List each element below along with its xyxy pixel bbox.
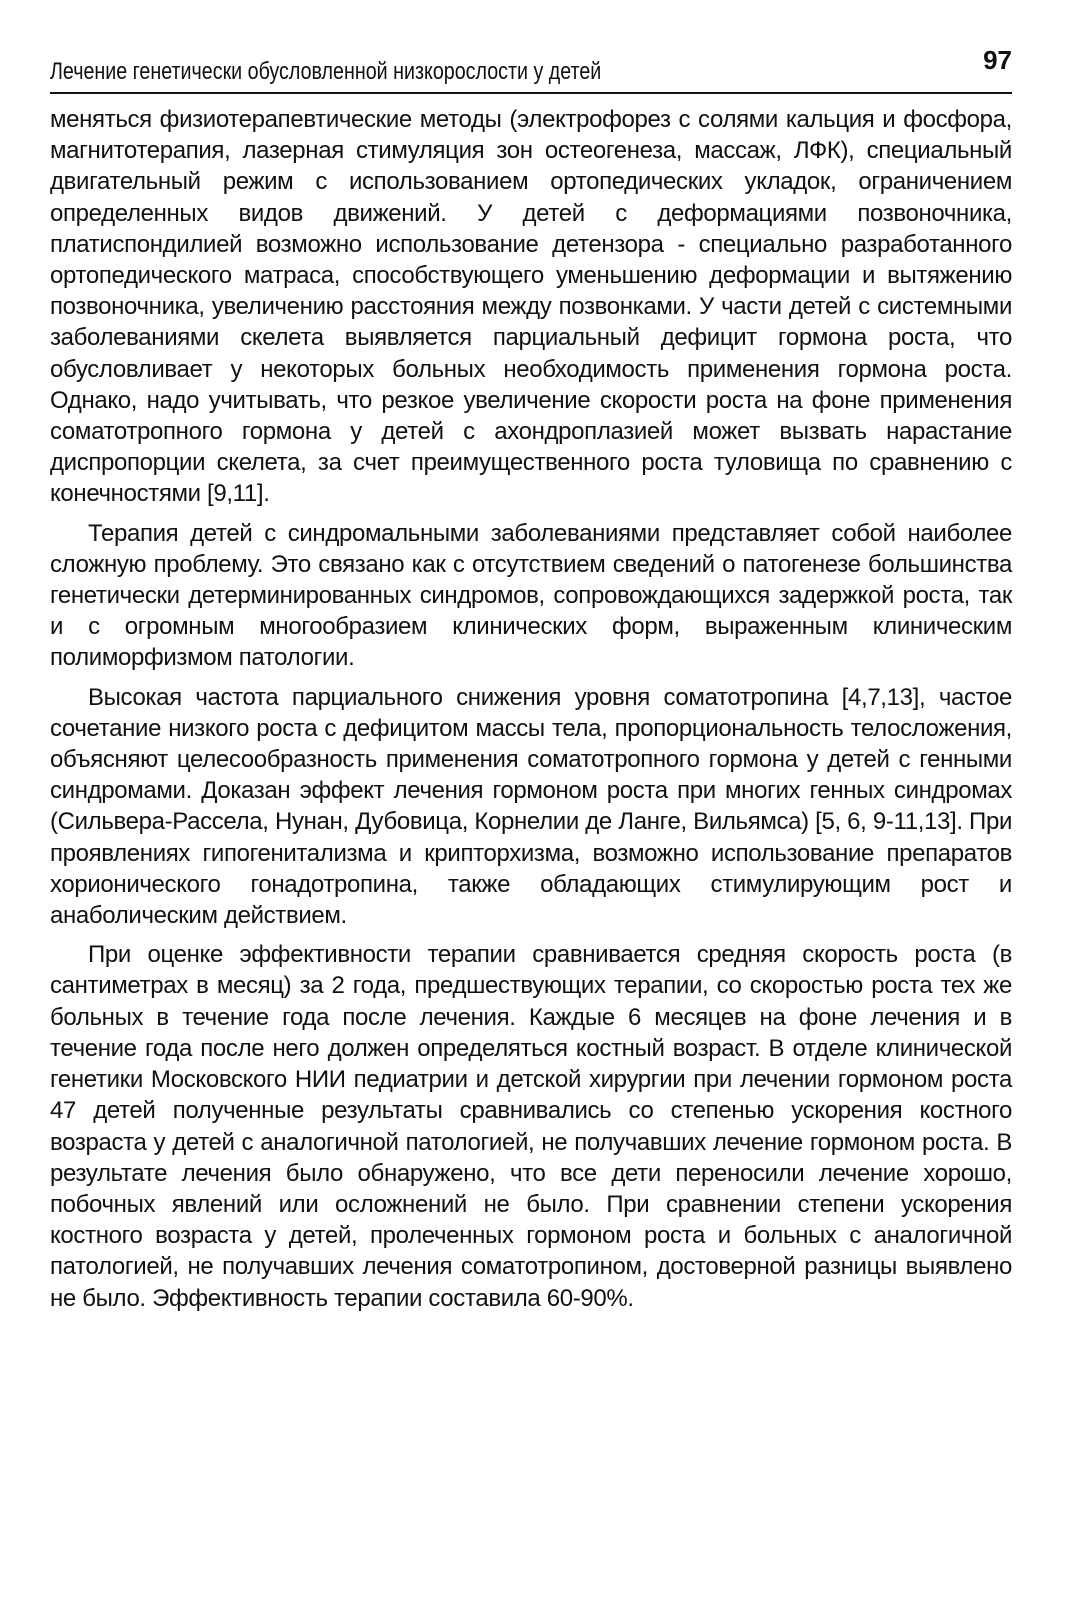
running-title: Лечение генетически обусловленной низкорослости у детей: [50, 58, 602, 85]
paragraph-continuation: меняться физиотерапевтические методы (электрофорез с солями кальция и фосфора, магнитотерапия, лазерная стимуляция зон остеогенеза, массаж, ЛФК), специальный двигательный режим с использованием ортопедических укладок, ограничением определенных видов движений. У детей с деформациями позвоночника, платиспондилией возможно использование детензора - специально разработанного ортопедического матраса, способствующего уменьшению деформации и вытяжению позвоночника, увеличению расстояния между позвонками. У части детей с системными заболеваниями скелета выявляется парциальный дефицит гормона роста, что обусловливает у некоторых больных необходимость применения гормона роста. Однако, надо учитывать, что резкое увеличение скорости роста на фоне применения соматотропного гормона у детей с ахондроплазией может вызвать нарастание диспропорции скелета, за счет преимущественного роста туловища по сравнению с конечностями [9,11].: [50, 106, 1012, 508]
running-header: [50, 44, 1012, 94]
page-number: 97: [983, 45, 1012, 75]
body-text: [50, 104, 1012, 1322]
paragraph-somatotropin: Высокая частота парциального снижения уровня соматотропина [4,7,13], частое сочетание низкого роста с дефицитом массы тела, пропорциональность телосложения, объясняют целесообразность применения соматотропного гормона у детей с генными синдромами. Доказан эффект лечения гормоном роста при многих генных синдромах (Сильвера-Рассела, Нунан, Дубовица, Корнелии де Ланге, Вильямса) [5, 6, 9-11,13]. При проявлениях гипогенитализма и крипторхизма, возможно использование препаратов хорионического гонадотропина, также обладающих стимулирующим рост и анаболическим действием.: [50, 683, 1012, 930]
paragraph-efficacy-evaluation: При оценке эффективности терапии сравнивается средняя скорость роста (в сантиметрах в месяц) за 2 года, предшествующих терапии, со скоростью роста тех же больных в течение года после лечения. Каждые 6 месяцев на фоне лечения и в течение года после него должен определяться костный возраст. В отделе клинической генетики Московского НИИ педиатрии и детской хирургии при лечении гормоном роста 47 детей полученные результаты сравнивались со степенью ускорения костного возраста у детей с аналогичной патологией, не получавших лечение гормоном роста. В результате лечения было обнаружено, что все дети переносили лечение хорошо, побочных явлений или осложнений не было. При сравнении степени ускорения костного возраста у детей, пролеченных гормоном роста и больных с аналогичной патологией, не получавших лечения соматотропином, достоверной разницы выявлено не было. Эффективность терапии составила 60-90%.: [50, 941, 1012, 1312]
paragraph-syndromal-therapy: Терапия детей с синдромальными заболеваниями представляет собой наиболее сложную проблему. Это связано как с отсутствием сведений о патогенезе большинства генетически детерминированных синдромов, сопровождающихся задержкой роста, так и с огромным многообразием клинических форм, выраженным клиническим полиморфизмом патологии.: [50, 519, 1012, 672]
